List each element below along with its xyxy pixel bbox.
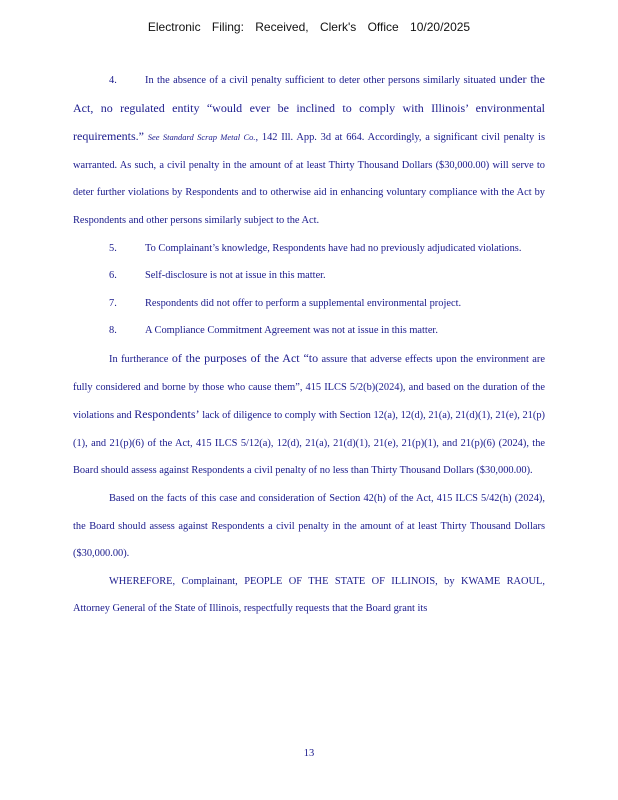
paragraph-5	[73, 235, 545, 263]
paragraph-number: 8.	[109, 325, 117, 337]
paragraph-number: 5.	[109, 242, 117, 254]
paragraph-text: Respondents did not offer to perform a supplemental environmental project.	[145, 297, 462, 309]
paragraph-7	[73, 290, 545, 318]
case-citation: See Standard Scrap Metal Co.	[147, 132, 256, 143]
paragraph-text: In furtherance	[109, 353, 169, 365]
paragraph-text-emphasis: of the purposes of the Act “to	[171, 350, 319, 365]
paragraph-text: lack of diligence to comply with Section 12(a), 12(d), 21(a), 21(d)(1), 21(e), 21(p)(1), and 21(p)(6) of the Act, 415 ILCS 5/12(a), 12(d), 21(a), 21(d)(1), 21(e), 21(p)(1), and 21(p)(6) (2024), the Board should assess against Respondents a civil penalty of no less than Thirty Thousand Dollars ($30,000.00).	[73, 410, 545, 477]
paragraph-furtherance	[73, 345, 545, 485]
paragraph-text: WHEREFORE, Complainant, PEOPLE OF THE STATE OF ILLINOIS, by KWAME RAOUL, Attorney General of the State of Illinois, respectfully requests that the Board grant its	[73, 575, 545, 615]
paragraph-based	[73, 485, 545, 568]
paragraph-text: To Complainant’s knowledge, Respondents have had no previously adjudicated violations.	[145, 242, 522, 254]
document-body	[73, 66, 545, 623]
paragraph-6	[73, 262, 545, 290]
paragraph-text: A Compliance Commitment Agreement was not at issue in this matter.	[145, 325, 438, 337]
filing-header: Electronic Filing: Received, Clerk's Office 10/20/2025	[147, 20, 471, 34]
paragraph-text: Based on the facts of this case and consideration of Section 42(h) of the Act, 415 ILCS 5/42(h) (2024), the Board should assess against Respondents a civil penalty in the amount of at least Thirty Thousand Dollars ($30,000.00).	[73, 492, 545, 560]
paragraph-text: , 142 Ill. App. 3d at 664. Accordingly, a significant civil penalty is warranted. As such, a civil penalty in the amount of at least Thirty Thousand Dollars ($30,000.00) will serve to deter further violations by Respondents and to otherwise aid in enhancing voluntary compliance with the Act by Respondents and other persons similarly subject to the Act.	[73, 132, 545, 226]
paragraph-number: 7.	[109, 297, 117, 309]
paragraph-4	[73, 66, 545, 235]
paragraph-8	[73, 317, 545, 345]
page-number: 13	[303, 748, 315, 759]
paragraph-text: assure that adverse effects upon the environment are fully considered and borne by those who cause them”, 415 ILCS 5/2(b)(2024), and based on the duration of the violations and	[73, 353, 545, 422]
paragraph-number: 6.	[109, 270, 117, 282]
paragraph-text-emphasis: Respondents’	[134, 407, 200, 422]
paragraph-text-emphasis: under the Act, no regulated entity “would ever be inclined to comply with Illinois’ environmental requirements.”	[73, 72, 545, 144]
paragraph-text: In the absence of a civil penalty sufficient to deter other persons similarly situated	[145, 75, 496, 86]
paragraph-text: Self-disclosure is not at issue in this matter.	[145, 270, 326, 282]
paragraph-wherefore	[73, 568, 545, 623]
paragraph-number: 4.	[109, 75, 117, 86]
